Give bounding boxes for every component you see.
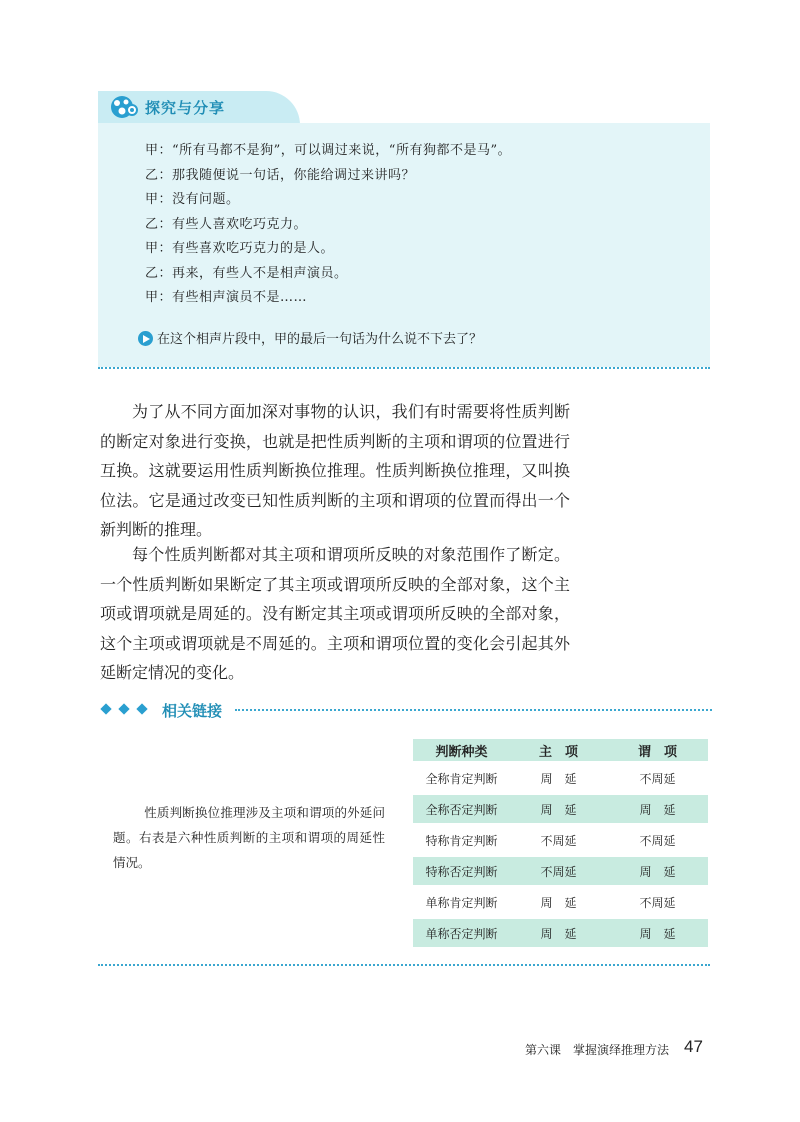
section-divider (98, 367, 710, 369)
dialogue-list (145, 139, 511, 311)
table-cell: 周 延 (607, 795, 708, 826)
chapter-footer: 第六课 掌握演绎推理方法 (525, 1043, 670, 1057)
table-cell: 周 延 (510, 764, 607, 795)
page-number: 47 (684, 1037, 703, 1056)
related-text: 性质判断换位推理涉及主项和谓项的外延问题。右表是六种性质判断的主项和谓项的周延性情况。 (113, 805, 385, 870)
dialogue-line: 乙：再来，有些人不是相声演员。 (145, 265, 348, 281)
table-header-cell: 谓 项 (607, 739, 708, 764)
table-cell: 单称肯定判断 (413, 888, 510, 919)
table-cell: 不周延 (510, 857, 607, 888)
table-row (413, 826, 708, 857)
dialogue-line: 甲：“所有马都不是狗”，可以调过来说，“所有狗都不是马”。 (145, 143, 512, 158)
related-divider (235, 709, 712, 711)
question-text: 在这个相声片段中，甲的最后一句话为什么说不下去了？ (157, 332, 483, 347)
dialogue-line: 甲：有些喜欢吃巧克力的是人。 (145, 241, 335, 256)
table-header-cell: 判断种类 (413, 739, 510, 764)
table-cell: 不周延 (607, 888, 708, 919)
table-row (413, 919, 708, 950)
table-cell: 特称肯定判断 (413, 826, 510, 857)
diamond-icon (136, 703, 147, 714)
explore-title: 探究与分享 (145, 99, 226, 117)
dialogue-line: 乙：那我随便说一句话，你能给调过来讲吗？ (145, 167, 416, 183)
related-title: 相关链接 (162, 702, 223, 720)
table-cell: 特称否定判断 (413, 857, 510, 888)
table-cell: 不周延 (607, 826, 708, 857)
table-cell: 周 延 (607, 919, 708, 950)
table-cell: 周 延 (510, 919, 607, 950)
extension-table (413, 739, 708, 950)
table-row (413, 888, 708, 919)
dialogue-line: 乙：有些人喜欢吃巧克力。 (145, 216, 308, 232)
diamond-icon (100, 703, 111, 714)
table-cell: 周 延 (510, 795, 607, 826)
play-arrow-icon (138, 331, 153, 346)
table-row (413, 795, 708, 826)
table-header-row (413, 739, 708, 764)
dialogue-line: 甲：没有问题。 (145, 192, 240, 207)
related-header (100, 700, 712, 720)
section-divider (98, 964, 710, 966)
table-cell: 不周延 (510, 826, 607, 857)
table-cell: 周 延 (510, 888, 607, 919)
table-cell: 全称否定判断 (413, 795, 510, 826)
body-paragraph: 每个性质判断都对其主项和谓项所反映的对象范围作了断定。一个性质判断如果断定了其主项或谓项所反映的全部对象，这个主项或谓项就是周延的。没有断定其主项或谓项所反映的全部对象，这个主项或谓项就是不周延的。主项和谓项位置的变化会引起其外延断定情况的变化。 (100, 545, 570, 682)
diamond-icon (118, 703, 129, 714)
table-cell: 周 延 (607, 857, 708, 888)
body-paragraph: 为了从不同方面加深对事物的认识，我们有时需要将性质判断的断定对象进行变换，也就是把性质判断的主项和谓项的位置进行互换。这就要运用性质判断换位推理。性质判断换位推理，又叫换位法。它是通过改变已知性质判断的主项和谓项的位置而得出一个新判断的推理。 (100, 402, 570, 539)
explore-icon (108, 93, 140, 121)
table-header-cell: 主 项 (510, 739, 607, 764)
table-row (413, 764, 708, 795)
explore-question (138, 328, 482, 347)
table-cell: 单称否定判断 (413, 919, 510, 950)
dialogue-line: 甲：有些相声演员不是…… (145, 290, 308, 305)
table-cell: 全称肯定判断 (413, 764, 510, 795)
table-cell: 不周延 (607, 764, 708, 795)
table-row (413, 857, 708, 888)
